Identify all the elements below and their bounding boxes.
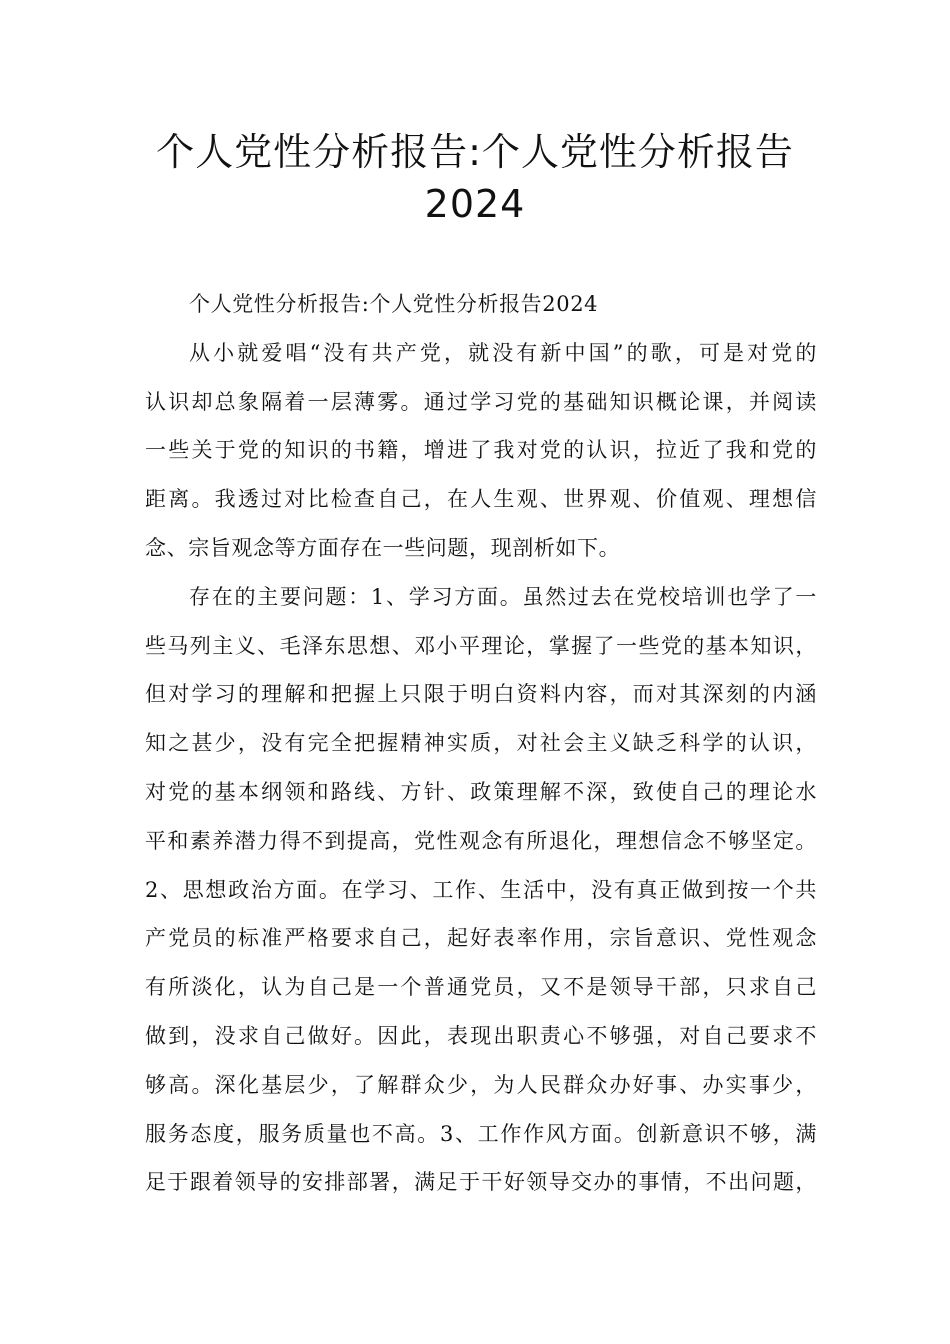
text-line: 有所淡化，认为自己是一个普通党员，又不是领导干部，只求自己 [145, 975, 817, 1000]
text-line: 对党的基本纲领和路线、方针、政策理解不深，致使自己的理论水 [145, 779, 817, 804]
text-line: 做到，没求自己做好。因此，表现出职责心不够强，对自己要求不 [145, 1023, 817, 1048]
document-title [100, 126, 850, 230]
text-line: 距离。我透过对比检查自己，在人生观、世界观、价值观、理想信 [145, 487, 817, 512]
document-body [145, 280, 817, 1207]
text-line: 念、宗旨观念等方面存在一些问题，现剖析如下。 [145, 535, 621, 560]
text-line: 服务态度，服务质量也不高。3、工作作风方面。创新意识不够，满 [145, 1121, 817, 1146]
text-line: 产党员的标准严格要求自己，起好表率作用，宗旨意识、党性观念 [145, 926, 817, 951]
text-line: 足于跟着领导的安排部署，满足于干好领导交办的事情，不出问题， [145, 1170, 817, 1195]
text-line: 个人党性分析报告:个人党性分析报告2024 [189, 292, 599, 316]
text-line: 平和素养潜力得不到提高，党性观念有所退化，理想信念不够坚定。 [145, 828, 817, 853]
title-line-2: 2024 [424, 182, 526, 226]
title-line-1: 个人党性分析报告:个人党性分析报告 [156, 130, 794, 174]
text-line: 些马列主义、毛泽东思想、邓小平理论，掌握了一些党的基本知识， [145, 633, 817, 658]
text-line: 知之甚少，没有完全把握精神实质，对社会主义缺乏科学的认识， [145, 731, 817, 756]
text-line: 但对学习的理解和把握上只限于明白资料内容，而对其深刻的内涵 [145, 682, 817, 707]
text-line: 认识却总象隔着一层薄雾。通过学习党的基础知识概论课，并阅读 [145, 389, 817, 414]
text-line: 存在的主要问题：1、学习方面。虽然过去在党校培训也学了一 [189, 584, 817, 609]
text-line: 一些关于党的知识的书籍，增进了我对党的认识，拉近了我和党的 [145, 438, 817, 463]
text-line: 从小就爱唱“没有共产党，就没有新中国”的歌，可是对党的 [189, 340, 817, 365]
text-line: 够高。深化基层少，了解群众少，为人民群众办好事、办实事少， [145, 1072, 817, 1097]
text-line: 2、思想政治方面。在学习、工作、生活中，没有真正做到按一个共 [145, 877, 817, 902]
